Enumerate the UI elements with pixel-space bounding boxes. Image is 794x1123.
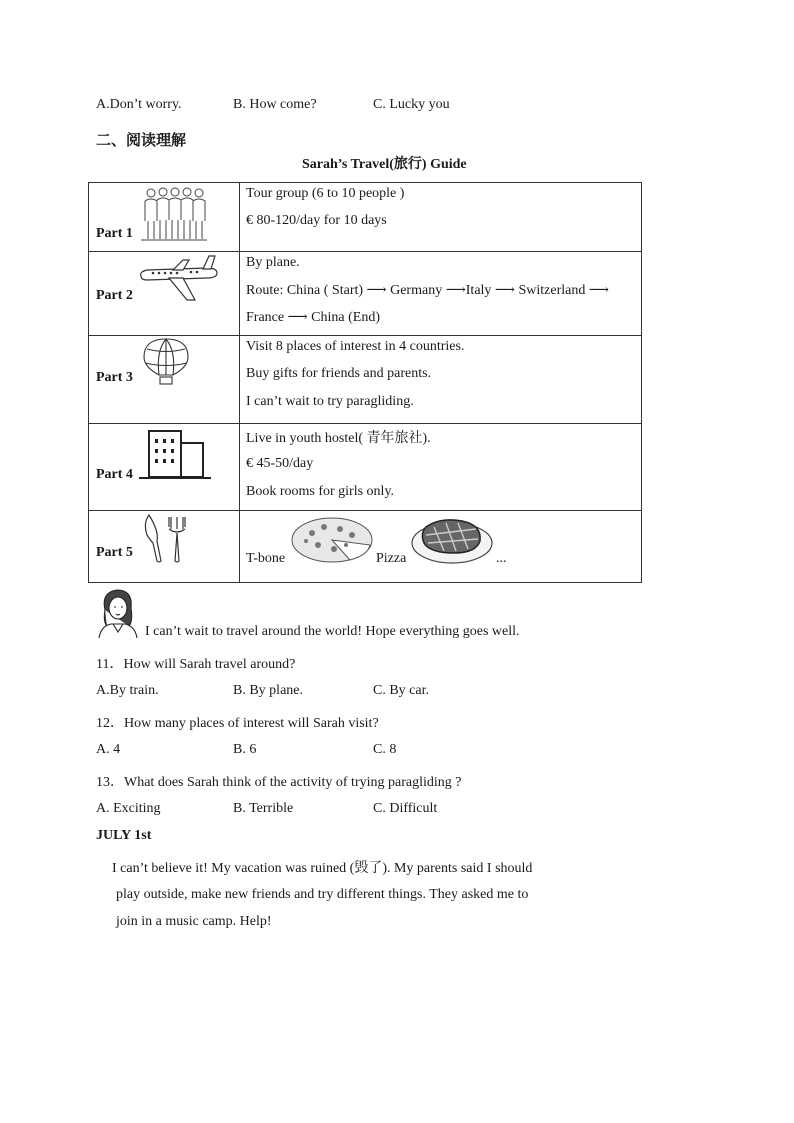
option-c: C. By car. xyxy=(373,683,429,698)
info-cell xyxy=(240,252,642,336)
info-line: Tour group (6 to 10 people ) xyxy=(246,186,405,201)
part-label: Part 4 xyxy=(96,467,133,482)
guide-title: Sarah’s Travel(旅行) Guide xyxy=(302,157,467,172)
question-stem: 11．How will Sarah travel around? xyxy=(96,657,296,672)
option-a: A. Exciting xyxy=(96,801,161,816)
info-line: € 45-50/day xyxy=(246,456,314,471)
hot-air-balloon-icon xyxy=(139,337,193,385)
info-cell xyxy=(240,424,642,511)
guide-row xyxy=(89,424,642,511)
part-cell xyxy=(89,183,240,252)
group-of-people-icon xyxy=(141,185,209,241)
part-label: Part 2 xyxy=(96,288,133,303)
info-line: By plane. xyxy=(246,255,300,270)
building-icon xyxy=(139,427,213,481)
part-label: Part 5 xyxy=(96,545,133,560)
part-cell xyxy=(89,252,240,336)
part-label: Part 3 xyxy=(96,370,133,385)
info-line: Live in youth hostel( 青年旅社). xyxy=(246,431,431,446)
option-c: C. Difficult xyxy=(373,801,438,816)
info-cell xyxy=(240,511,642,583)
diary-line: I can’t believe it! My vacation was ruined (毁了). My parents said I should xyxy=(112,861,533,876)
part-cell xyxy=(89,511,240,583)
info-line: Book rooms for girls only. xyxy=(246,484,395,499)
question-stem: 13．What does Sarah think of the activity of trying paragliding ? xyxy=(96,775,462,790)
option-b: B. 6 xyxy=(233,742,257,757)
option-a: A.By train. xyxy=(96,683,159,698)
guide-row xyxy=(89,183,642,252)
option-b: B. By plane. xyxy=(233,683,303,698)
info-line: I can’t wait to try paragliding. xyxy=(246,394,414,409)
cutlery-icon xyxy=(141,513,199,565)
question-stem: 12．How many places of interest will Sarah visit? xyxy=(96,716,379,731)
info-line: Buy gifts for friends and parents. xyxy=(246,366,432,381)
option-a: A. 4 xyxy=(96,742,121,757)
prev-option-c: C. Lucky you xyxy=(373,97,450,112)
guide-row xyxy=(89,252,642,336)
part-cell xyxy=(89,424,240,511)
pizza-icon xyxy=(290,515,374,565)
info-cell xyxy=(240,183,642,252)
info-cell xyxy=(240,336,642,424)
part-label: Part 1 xyxy=(96,226,133,241)
tbone-label: T-bone xyxy=(246,551,286,566)
sarah-quote: I can’t wait to travel around the world! Hope everything goes well. xyxy=(145,624,520,639)
diary-line: join in a music camp. Help! xyxy=(116,914,272,929)
guide-row xyxy=(89,336,642,424)
info-line: Route: China ( Start) ⟶ Germany ⟶Italy ⟶ Switzerland ⟶ xyxy=(246,283,609,298)
diary-date: JULY 1st xyxy=(96,828,152,843)
option-b: B. Terrible xyxy=(233,801,294,816)
sarah-avatar-icon xyxy=(95,586,141,638)
prev-option-a: A.Don’t worry. xyxy=(96,97,182,112)
info-line: France ⟶ China (End) xyxy=(246,310,380,325)
pizza-label: Pizza xyxy=(376,551,407,566)
prev-option-b: B. How come? xyxy=(233,97,317,112)
airplane-icon xyxy=(137,254,219,302)
option-c: C. 8 xyxy=(373,742,397,757)
part-cell xyxy=(89,336,240,424)
ellipsis-label: ... xyxy=(496,551,507,566)
tbone-steak-icon xyxy=(410,513,494,565)
section-title: 二、阅读理解 xyxy=(96,131,187,149)
info-line: Visit 8 places of interest in 4 countries. xyxy=(246,339,465,354)
guide-row xyxy=(89,511,642,583)
diary-line: play outside, make new friends and try different things. They asked me to xyxy=(116,887,529,902)
info-line: € 80-120/day for 10 days xyxy=(246,213,387,228)
travel-guide-table xyxy=(88,182,642,583)
